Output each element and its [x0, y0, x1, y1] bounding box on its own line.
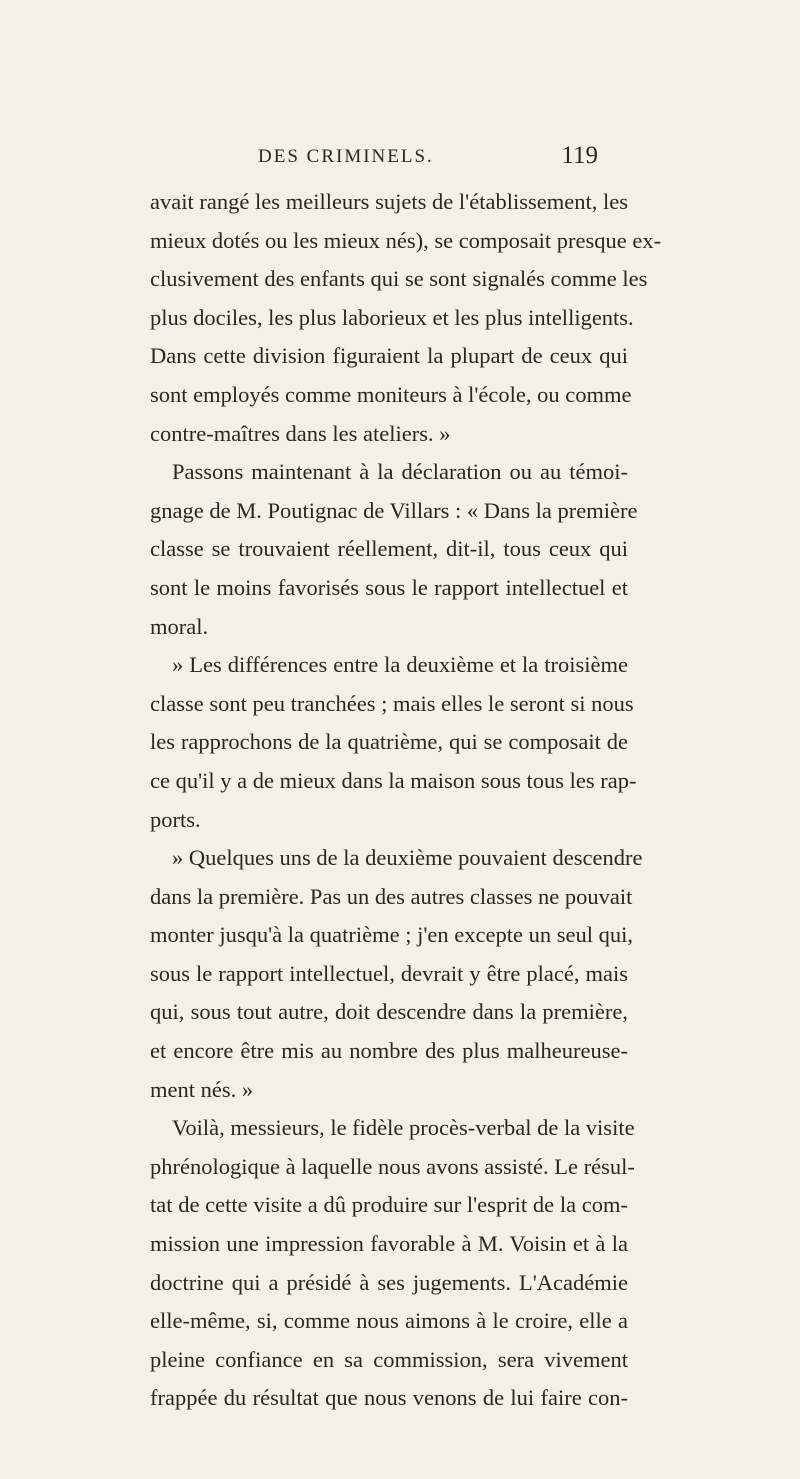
- text-line: Passons maintenant à la déclaration ou au témoi-: [172, 459, 628, 485]
- text-line: monter jusqu'à la quatrième ; j'en excepte un seul qui,: [150, 922, 633, 948]
- text-line: sont employés comme moniteurs à l'école, ou comme: [150, 381, 632, 407]
- text-line: ports.: [150, 806, 201, 832]
- text-line: tat de cette visite a dû produire sur l'esprit de la com-: [150, 1192, 628, 1218]
- text-line: moral.: [150, 613, 209, 639]
- text-line: gnage de M. Poutignac de Villars : « Dans la première: [150, 497, 638, 523]
- text-line: les rapprochons de la quatrième, qui se composait de: [150, 729, 628, 755]
- text-line: » Les différences entre la deuxième et la troisième: [172, 652, 628, 678]
- text-line: mieux dotés ou les mieux nés), se composait presque ex-: [150, 227, 662, 253]
- text-line: avait rangé les meilleurs sujets de l'établissement, les: [150, 189, 628, 214]
- text-line: plus dociles, les plus laborieux et les plus intelligents.: [150, 304, 634, 330]
- text-line: frappée du résultat que nous venons de lui faire con-: [150, 1385, 628, 1411]
- page-body: [150, 183, 662, 1418]
- text-line: ce qu'il y a de mieux dans la maison sous tous les rap-: [150, 767, 637, 793]
- text-line: clusivement des enfants qui se sont signalés comme les: [150, 266, 648, 292]
- text-line: sous le rapport intellectuel, devrait y être placé, mais: [150, 960, 628, 986]
- text-line: elle-même, si, comme nous aimons à le croire, elle a: [150, 1308, 628, 1334]
- text-line: contre-maîtres dans les ateliers. »: [150, 420, 451, 446]
- text-line: mission une impression favorable à M. Voisin et à la: [150, 1231, 628, 1257]
- running-head: DES CRIMINELS.: [258, 146, 434, 167]
- text-line: » Quelques uns de la deuxième pouvaient descendre: [172, 845, 643, 871]
- page-header: [258, 142, 598, 172]
- text-line: classe sont peu tranchées ; mais elles le seront si nous: [150, 690, 634, 716]
- text-line: doctrine qui a présidé à ses jugements. L'Académie: [150, 1269, 628, 1295]
- text-line: dans la première. Pas un des autres classes ne pouvait: [150, 883, 633, 909]
- text-line: classe se trouvaient réellement, dit-il, tous ceux qui: [150, 536, 628, 562]
- text-line: phrénologique à laquelle nous avons assisté. Le résul-: [150, 1153, 635, 1179]
- text-line: Voilà, messieurs, le fidèle procès-verbal de la visite: [172, 1115, 635, 1141]
- text-line: et encore être mis au nombre des plus malheureuse-: [150, 1038, 628, 1064]
- text-line: Dans cette division figuraient la plupart de ceux qui: [150, 343, 628, 369]
- text-line: pleine confiance en sa commission, sera vivement: [150, 1346, 628, 1372]
- text-line: sont le moins favorisés sous le rapport intellectuel et: [150, 574, 628, 600]
- text-line: ment nés. »: [150, 1076, 254, 1102]
- page-number: 119: [561, 142, 598, 169]
- text-line: qui, sous tout autre, doit descendre dans la première,: [150, 999, 628, 1025]
